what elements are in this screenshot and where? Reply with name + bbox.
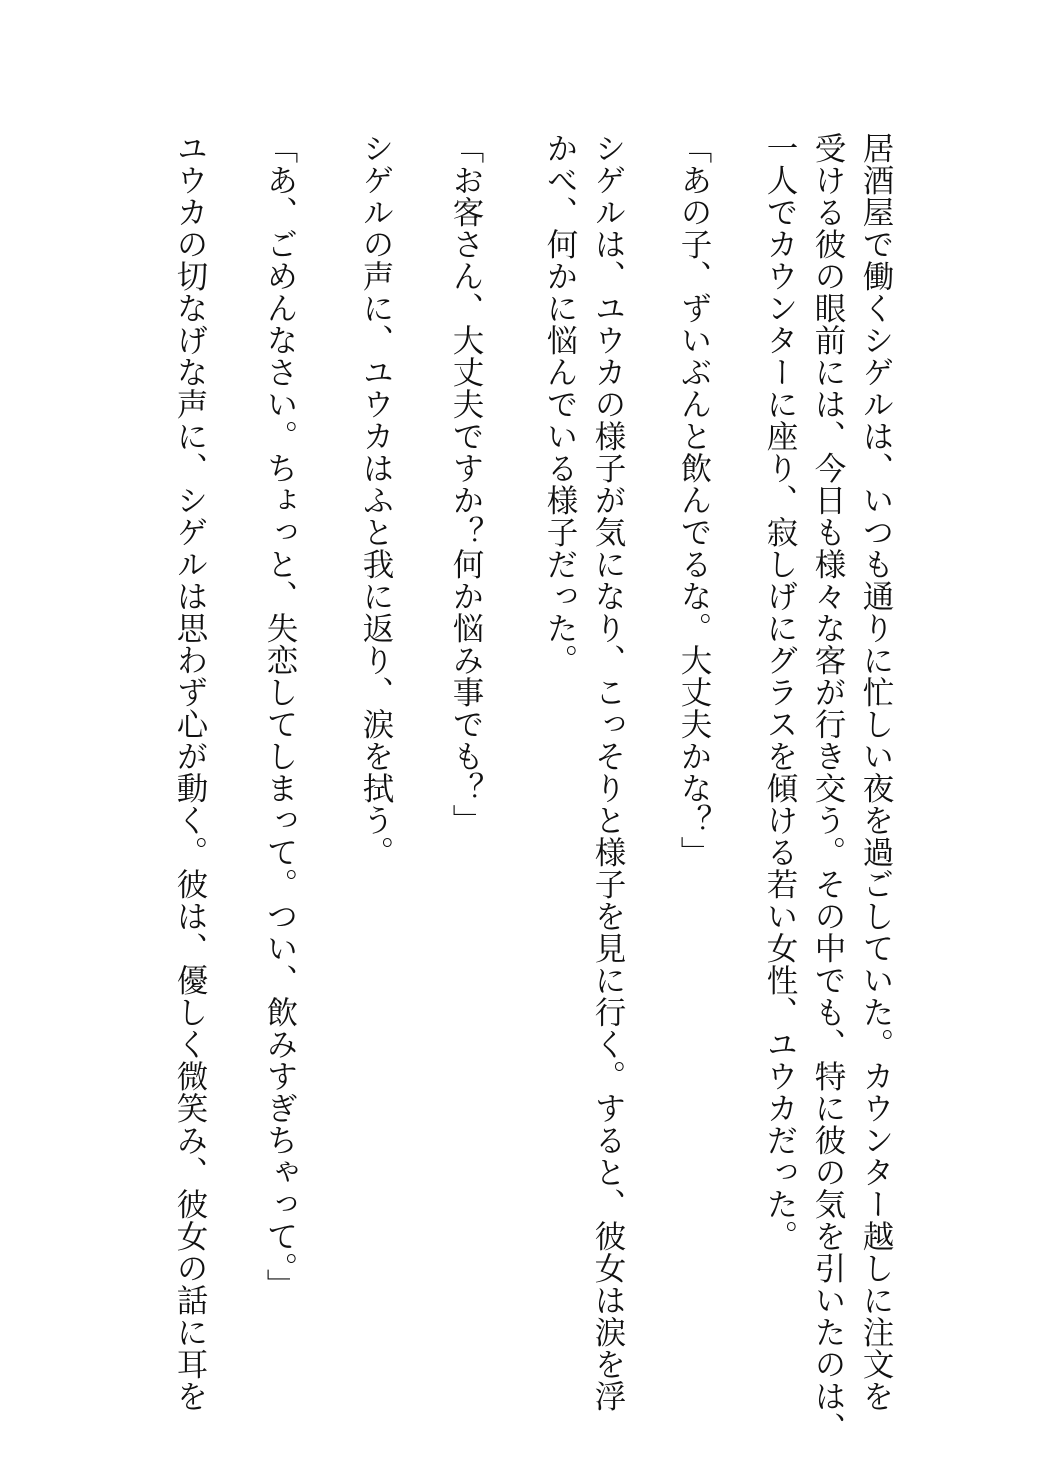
text-line-6: シゲルの声に、ユウカはふと我に返り、涙を拭う。 [358,132,394,868]
dialogue-line-3: 「あ、ごめんなさい。ちょっと、失恋してしまって。つい、飲みすぎちゃって。」 [262,132,298,1301]
text-line-3: 一人でカウンターに座り、寂しげにグラスを傾ける若い女性、ユウカだった。 [762,132,798,1252]
text-line-5: かべ、何かに悩んでいる様子だった。 [542,132,578,676]
dialogue-line-2: 「お客さん、大丈夫ですか？何か悩み事でも？」 [448,132,484,836]
text-line-4: シゲルは、ユウカの様子が気になり、こっそりと様子を見に行く。すると、彼女は涙を浮 [590,132,626,1412]
dialogue-line-1: 「あの子、ずいぶんと飲んでるな。大丈夫かな？」 [676,132,712,868]
text-line-2: 受ける彼の眼前には、今日も様々な客が行き交う。その中でも、特に彼の気を引いたのは、 [810,132,846,1444]
text-line-1: 居酒屋で働くシゲルは、いつも通りに忙しい夜を過ごしていた。カウンター越しに注文を [858,132,894,1412]
text-line-7: ユウカの切なげな声に、シゲルは思わず心が動く。彼は、優しく微笑み、彼女の話に耳を [172,132,208,1412]
